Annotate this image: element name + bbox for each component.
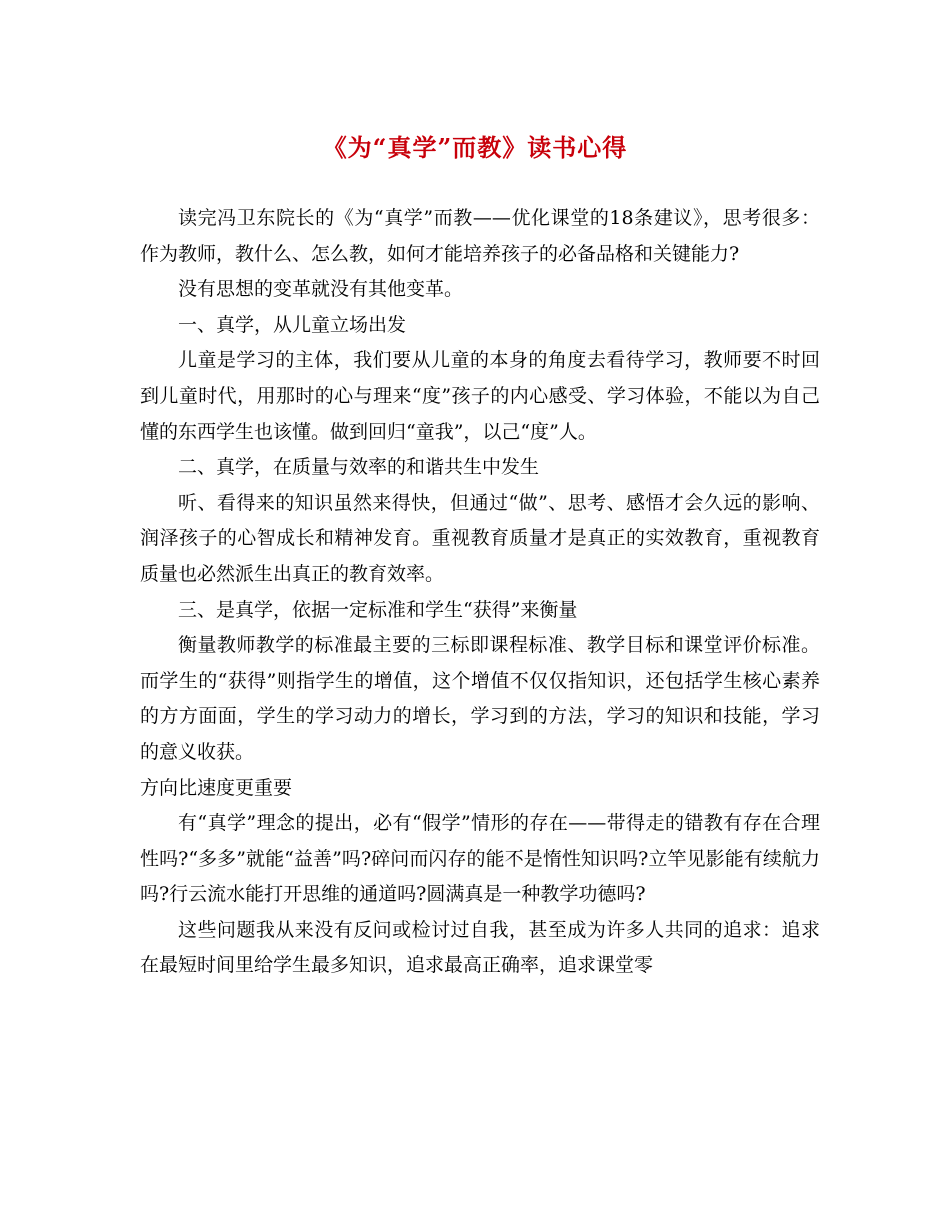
- paragraph: 读完冯卫东院长的《为“真学”而教——优化课堂的18条建议》，思考很多：作为教师，教什么、怎么教，如何才能培养孩子的必备品格和关键能力?: [140, 207, 820, 265]
- paragraph: 这些问题我从来没有反问或检讨过自我，甚至成为许多人共同的追求：追求在最短时间里给学生最多知识，追求最高正确率，追求课堂零: [140, 918, 820, 977]
- section-heading: 方向比速度更重要: [140, 776, 293, 799]
- section-heading: 三、是真学，依据一定标准和学生“获得”来衡量: [178, 598, 578, 621]
- section-heading: 二、真学，在质量与效率的和谐共生中发生: [178, 456, 540, 479]
- paragraph: 儿童是学习的主体，我们要从儿童的本身的角度去看待学习，教师要不时回到儿童时代，用那时的心与理来“度”孩子的内心感受、学习体验，不能以为自己懂的东西学生也该懂。做到回归“童我”，以己“度”人。: [140, 349, 820, 443]
- document-title: 《为“真学”而教》读书心得: [322, 133, 628, 162]
- document-body: [140, 201, 820, 984]
- paragraph: 衡量教师教学的标准最主要的三标即课程标准、教学目标和课堂评价标准。而学生的“获得”则指学生的增值，这个增值不仅仅指知识，还包括学生核心素养的方方面面，学生的学习动力的增长，学习到的方法，学习的知识和技能，学习的意义收获。: [140, 634, 820, 763]
- paragraph: 听、看得来的知识虽然来得快，但通过“做”、思考、感悟才会久远的影响、润泽孩子的心智成长和精神发育。重视教育质量才是真正的实效教育，重视教育质量也必然派生出真正的教育效率。: [140, 491, 820, 585]
- section-heading: 一、真学，从儿童立场出发: [178, 313, 407, 336]
- paragraph: 有“真学”理念的提出，必有“假学”情形的存在——带得走的错教有存在合理性吗?“多多”就能“益善”吗?碎问而闪存的能不是惰性知识吗?立竿见影能有续航力吗?行云流水能打开思维的通道吗?圆满真是一种教学功德吗?: [140, 812, 820, 906]
- paragraph: 没有思想的变革就没有其他变革。: [178, 278, 464, 301]
